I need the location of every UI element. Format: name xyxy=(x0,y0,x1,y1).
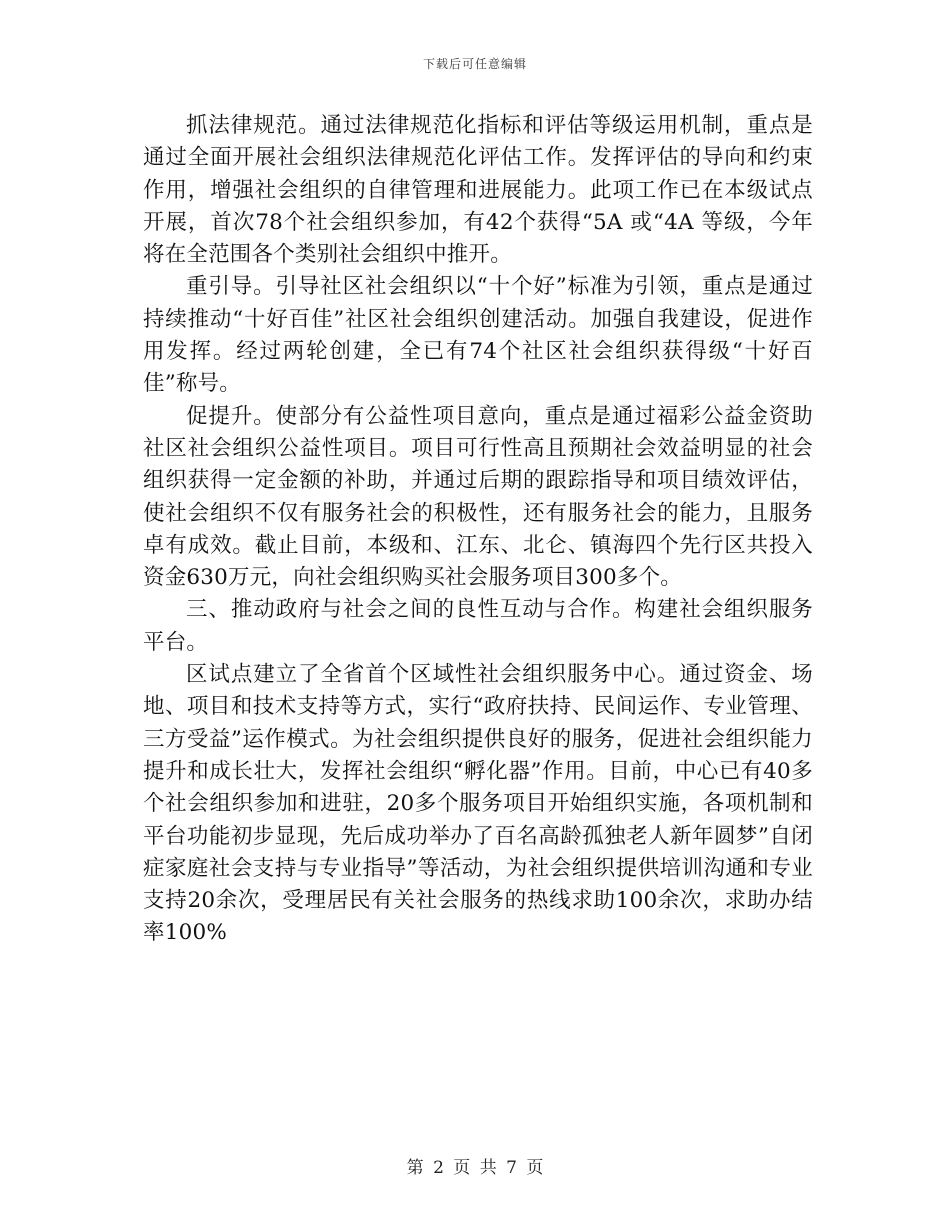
paragraph-legal-standards: 抓法律规范。通过法律规范化指标和评估等级运用机制，重点是通过全面开展社会组织法律规范化评估工作。发挥评估的导向和约束作用，增强社会组织的自律管理和进展能力。此项工作已在本级试点开展，首次78个社会组织参加，有42个获得“5A 或“4A 等级，今年将在全范围各个类别社会组织中推开。 xyxy=(143,113,813,268)
page-footer: 第 2 页 共 7 页 xyxy=(406,1158,544,1178)
paragraph-service-center: 区试点建立了全省首个区域性社会组织服务中心。通过资金、场地、项目和技术支持等方式，实行“政府扶持、民间运作、专业管理、三方受益”运作模式。为社会组织提供良好的服务，促进社会组织能力提升和成长壮大，发挥社会组织“孵化器”作用。目前，中心已有40多个社会组织参加和进驻，20多个服务项目开始组织实施，各项机制和平台功能初步显现，先后成功举办了百名高龄孤独老人新年圆梦”自闭症家庭社会支持与专业指导”等活动，为社会组织提供培训沟通和专业支持20余次，受理居民有关社会服务的热线求助100余次，求助办结率100% xyxy=(143,662,813,946)
page-header: 下载后可任意编辑 xyxy=(422,57,527,71)
section-heading-three: 三、推动政府与社会之间的良性互动与合作。构建社会组织服务平台。 xyxy=(143,597,813,655)
document-body xyxy=(143,110,813,950)
paragraph-guidance: 重引导。引导社区社会组织以“十个好”标准为引领，重点是通过持续推动“十好百佳”社区社会组织创建活动。加强自我建设，促进作用发挥。经过两轮创建，全已有74个社区社会组织获得级“十好百佳”称号。 xyxy=(143,274,813,397)
paragraph-promotion: 促提升。使部分有公益性项目意向，重点是通过福彩公益金资助社区社会组织公益性项目。项目可行性高且预期社会效益明显的社会组织获得一定金额的补助，并通过后期的跟踪指导和项目绩效评估，使社会组织不仅有服务社会的积极性，还有服务社会的能力，且服务卓有成效。截止目前，本级和、江东、北仑、镇海四个先行区共投入资金630万元，向社会组织购买社会服务项目300多个。 xyxy=(143,403,813,591)
